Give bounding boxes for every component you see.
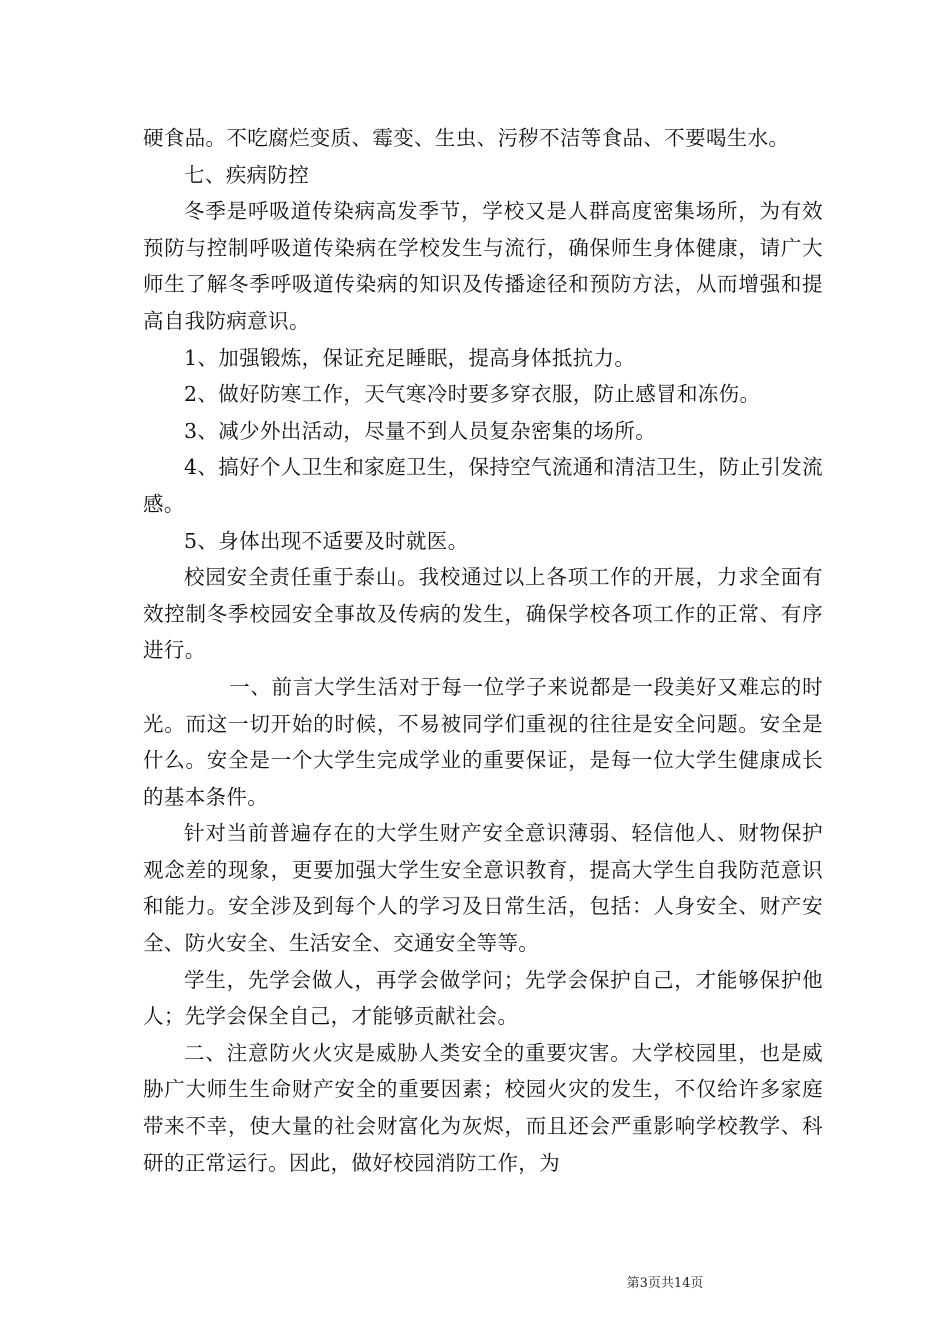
page-footer [0, 1276, 950, 1292]
section-heading-disease-control: 七、疾病防控 [184, 162, 310, 187]
paragraph-campus-safety: 校园安全责任重于泰山。我校通过以上各项工作的开展，力求全面有效控制冬季校园安全事故及传病的发生，确保学校各项工作的正常、有序进行。 [143, 565, 823, 663]
paragraph-learn-to-be-human: 学生，先学会做人，再学会做学问；先学会保护自己，才能够保护他人；先学会保全自己，才能够贡献社会。 [143, 967, 823, 1029]
paragraph-fire-prevention: 二、注意防火火灾是威胁人类安全的重要灾害。大学校园里，也是威胁广大师生生命财产安全的重要因素；校园火灾的发生，不仅给许多家庭带来不幸，使大量的社会财富化为灰烬，而且还会严重影响学校教学、科研的正常运行。因此，做好校园消防工作，为 [143, 1040, 823, 1175]
paragraph-winter-respiratory: 冬季是呼吸道传染病高发季节，学校又是人群高度密集场所，为有效预防与控制呼吸道传染病在学校发生与流行，确保师生身体健康，请广大师生了解冬季呼吸道传染病的知识及传播途径和预防方法，从而增强和提高自我防病意识。 [143, 199, 823, 333]
paragraph-food-safety: 硬食品。不吃腐烂变质、霉变、生虫、污秽不洁等食品、不要喝生水。 [143, 126, 790, 150]
list-item-hygiene: 4、搞好个人卫生和家庭卫生，保持空气流通和清洁卫生，防止引发流感。 [143, 455, 823, 516]
list-item-exercise: 1、加强锻炼，保证充足睡眠，提高身体抵抗力。 [184, 345, 636, 370]
list-item-see-doctor: 5、身体出现不适要及时就医。 [184, 528, 469, 553]
page-number: 第3页共14页 [626, 1276, 704, 1291]
list-item-reduce-outings: 3、减少外出活动，尽量不到人员复杂密集的场所。 [184, 418, 657, 443]
paragraph-property-safety: 针对当前普遍存在的大学生财产安全意识薄弱、轻信他人、财物保护观念差的现象，更要加强大学生安全意识教育，提高大学生自我防范意识和能力。安全涉及到每个人的学习及日常生活，包括：人身安全、财产安全、防火安全、生活安全、交通安全等等。 [143, 821, 823, 956]
document-body [143, 120, 823, 1181]
list-item-keep-warm: 2、做好防寒工作，天气寒冷时要多穿衣服，防止感冒和冻伤。 [184, 382, 761, 407]
paragraph-preface: 一、前言大学生活对于每一位学子来说都是一段美好又难忘的时光。而这一切开始的时候，不易被同学们重视的往往是安全问题。安全是什么。安全是一个大学生完成学业的重要保证，是每一位大学生健康成长的基本条件。 [143, 674, 823, 809]
